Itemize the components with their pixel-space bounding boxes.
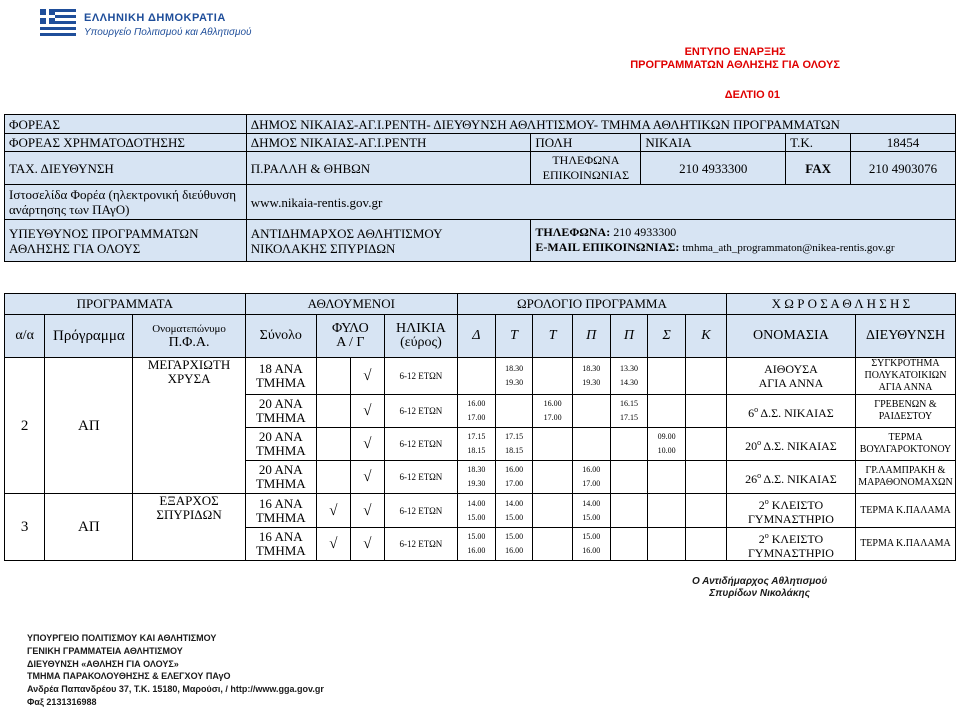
xrimatodotis-value: ΔΗΜΟΣ ΝΙΚΑΙΑΣ-ΑΓ.Ι.ΡΕΝΤΗ — [246, 134, 531, 152]
cell-male — [316, 428, 350, 461]
cell-day-time — [533, 494, 572, 528]
cell-male — [316, 461, 350, 494]
cell-day-time: 15.00 16.00 — [572, 528, 610, 561]
cell-female: √ — [350, 428, 384, 461]
cell-day-time: 16.00 17.00 — [572, 461, 610, 494]
responsible-label: ΥΠΕΥΘΥΝΟΣ ΠΡΟΓΡΑΜΜΑΤΩΝ ΑΘΛΗΣΗΣ ΓΙΑ ΟΛΟΥΣ — [5, 220, 247, 262]
cell-age: 6-12 ΕΤΩΝ — [384, 395, 457, 428]
footer-line: ΓΕΝΙΚΗ ΓΡΑΜΜΑΤΕΙΑ ΑΘΛΗΤΙΣΜΟΥ — [27, 645, 183, 656]
form-title-line2: ΠΡΟΓΡΑΜΜΑΤΩΝ ΑΘΛΗΣΗΣ ΓΙΑ ΟΛΟΥΣ — [630, 59, 840, 71]
col-day-thu: Π — [572, 315, 610, 358]
foreas-label: ΦΟΡΕΑΣ — [5, 115, 247, 134]
cell-day-time — [648, 358, 686, 395]
form-title-line1: ΕΝΤΥΠΟ ΕΝΑΡΞΗΣ — [684, 46, 786, 58]
cell-total: 20 ΑΝΑ ΤΜΗΜΑ — [245, 395, 316, 428]
venue-ordinal: ο — [764, 530, 769, 540]
fax-value: 210 4903076 — [851, 152, 956, 185]
coach-line2: ΣΠΥΡΙΔΩΝ — [156, 507, 222, 522]
venue-number: 2 — [758, 498, 765, 512]
footer-line: Ανδρέα Παπανδρέου 37, Τ.Κ. 15180, Μαρούσι, / http://www.gga.gov.gr — [27, 684, 324, 695]
col-coach-line1: Ονοματεπώνυμο — [152, 323, 226, 335]
cell-day-time — [686, 358, 727, 395]
cell-age: 6-12 ΕΤΩΝ — [384, 528, 457, 561]
venue-ordinal: ο — [757, 470, 762, 480]
cell-day-time — [686, 428, 727, 461]
cell-total: 20 ΑΝΑ ΤΜΗΜΑ — [245, 428, 316, 461]
cell-day-time: 13.30 14.30 — [610, 358, 648, 395]
cell-aa: 3 — [5, 494, 45, 561]
footer-line: ΔΙΕΥΘΥΝΣΗ «ΑΘΛΗΣΗ ΓΙΑ ΟΛΟΥΣ» — [27, 658, 179, 669]
cell-day-time — [648, 528, 686, 561]
cell-coach — [133, 494, 245, 561]
venue-ordinal: ο — [757, 437, 762, 447]
signature-line2: Σπυρίδων Νικολάκης — [709, 588, 810, 599]
cell-day-time — [610, 428, 648, 461]
cell-address: ΤΕΡΜΑ ΒΟΥΛΓΑΡΟΚΤΟΝΟΥ — [855, 428, 955, 461]
venue-number: 6 — [748, 405, 755, 420]
website-label: Ιστοσελίδα Φορέα (ηλεκτρονική διεύθυνση ανάρτησης των ΠΑγΟ) — [5, 185, 247, 220]
col-aa: α/α — [5, 315, 45, 358]
cell-day-time: 14.00 15.00 — [572, 494, 610, 528]
col-sex-line2: Α / Γ — [336, 335, 365, 350]
foreas-value: ΔΗΜΟΣ ΝΙΚΑΙΑΣ-ΑΓ.Ι.ΡΕΝΤΗ- ΔΙΕΥΘΥΝΣΗ ΑΘΛΗΤΙΣΜΟΥ- ΤΜΗΜΑ ΑΘΛΗΤΙΚΩΝ ΠΡΟΓΡΑΜΜΑΤΩΝ — [246, 115, 955, 134]
venue-number: 2 — [758, 531, 765, 546]
cell-venue — [726, 461, 855, 494]
fax-label: FAX — [786, 152, 851, 185]
cell-day-time: 16.00 17.00 — [457, 395, 495, 428]
website-value[interactable]: www.nikaia-rentis.gov.gr — [246, 185, 955, 220]
cell-venue — [726, 494, 855, 528]
cell-age: 6-12 ΕΤΩΝ — [384, 494, 457, 528]
col-day-tue: Τ — [495, 315, 533, 358]
signature-block — [692, 576, 827, 600]
cell-day-time — [533, 358, 572, 395]
cell-day-time: 18.30 19.30 — [572, 358, 610, 395]
venue-number: 26 — [745, 471, 758, 486]
col-program: Πρόγραμμα — [45, 315, 133, 358]
cell-day-time: 14.00 15.00 — [457, 494, 495, 528]
venue-ordinal: ο — [754, 404, 759, 414]
responsible-cell — [246, 220, 531, 262]
venue-line1: ΑΙΘΟΥΣΑ — [764, 362, 818, 376]
footer-line: ΥΠΟΥΡΓΕΙΟ ΠΟΛΙΤΙΣΜΟΥ ΚΑΙ ΑΘΛΗΤΙΣΜΟΥ — [27, 633, 217, 643]
cell-venue — [726, 428, 855, 461]
cell-address: ΓΡ.ΛΑΜΠΡΑΚΗ & ΜΑΡΑΘΟΝΟΜΑΧΩΝ — [855, 461, 955, 494]
venue-name: ΚΛΕΙΣΤΟ ΓΥΜΝΑΣΤΗΡΙΟ — [747, 498, 834, 526]
table-row — [5, 494, 956, 528]
venue-line2: ΑΓΙΑ ΑΝΝΑ — [758, 376, 824, 390]
email-value[interactable]: tmhma_ath_programmaton@nikea-rentis.gov.gr — [682, 242, 895, 254]
cell-day-time — [533, 461, 572, 494]
venue-name: Δ.Σ. ΝΙΚΑΙΑΣ — [761, 438, 837, 453]
table-row — [5, 358, 956, 395]
venue-name: ΚΛΕΙΣΤΟ ΓΥΜΝΑΣΤΗΡΙΟ — [747, 531, 834, 560]
cell-day-time: 17.15 18.15 — [457, 428, 495, 461]
col-coach-line2: Π.Φ.Α. — [168, 335, 210, 350]
cell-day-time: 14.00 15.00 — [495, 494, 533, 528]
col-total: Σύνολο — [245, 315, 316, 358]
resp-phone-label: ΤΗΛΕΦΩΝΑ: — [535, 225, 611, 239]
col-sex-line1: ΦΥΛΟ — [332, 321, 369, 336]
cell-coach — [133, 358, 245, 494]
group-header-athletes: ΑΘΛΟΥΜΕΝΟΙ — [245, 294, 457, 315]
venue-number: 20 — [745, 438, 758, 453]
cell-day-time — [457, 358, 495, 395]
cell-venue — [726, 528, 855, 561]
cell-total: 20 ΑΝΑ ΤΜΗΜΑ — [245, 461, 316, 494]
greek-flag-icon — [40, 9, 76, 39]
col-address: ΔΙΕΥΘΥΝΣΗ — [855, 315, 955, 358]
cell-day-time — [610, 528, 648, 561]
responsible-role: ΑΝΤΙΔΗΜΑΡΧΟΣ ΑΘΛΗΤΙΣΜΟΥ — [250, 225, 443, 241]
cell-male — [316, 395, 350, 428]
venue-name: Δ.Σ. ΝΙΚΑΙΑΣ — [761, 471, 837, 486]
poli-label: ΠΟΛΗ — [531, 134, 641, 152]
cell-day-time: 16.00 17.00 — [533, 395, 572, 428]
cell-male: √ — [316, 528, 350, 561]
group-header-programs: ΠΡΟΓΡΑΜΜΑΤΑ — [5, 294, 246, 315]
col-age-line1: ΗΛΙΚΙΑ — [396, 321, 446, 336]
cell-day-time — [648, 494, 686, 528]
deltio-label: ΔΕΛΤΙΟ 01 — [724, 89, 780, 101]
footer-line: ΤΜΗΜΑ ΠΑΡΑΚΟΛΟΥΘΗΣΗΣ & ΕΛΕΓΧΟΥ ΠΑγΟ — [27, 671, 231, 682]
cell-day-time — [610, 461, 648, 494]
cell-male — [316, 358, 350, 395]
coach-line2: ΧΡΥΣΑ — [167, 371, 211, 386]
xrimatodotis-label: ΦΟΡΕΑΣ ΧΡΗΜΑΤΟΔΟΤΗΣΗΣ — [5, 134, 247, 152]
cell-address: ΤΕΡΜΑ Κ.ΠΑΛΑΜΑ — [855, 528, 955, 561]
cell-day-time: 16.15 17.15 — [610, 395, 648, 428]
cell-day-time: 17.15 18.15 — [495, 428, 533, 461]
col-venue: ΟΝΟΜΑΣΙΑ — [726, 315, 855, 358]
program-table — [4, 293, 956, 561]
cell-aa: 2 — [5, 358, 45, 494]
form-title — [630, 46, 840, 72]
cell-female: √ — [350, 358, 384, 395]
cell-day-time: 18.30 19.30 — [495, 358, 533, 395]
cell-female: √ — [350, 494, 384, 528]
col-sex — [316, 315, 384, 358]
cell-day-time: 09.00 10.00 — [648, 428, 686, 461]
cell-day-time — [686, 528, 727, 561]
address-label: ΤΑΧ. ΔΙΕΥΘΥΝΣΗ — [5, 152, 247, 185]
cell-day-time — [572, 428, 610, 461]
col-day-sat: Σ — [648, 315, 686, 358]
signature-line1: Ο Αντιδήμαρχος Αθλητισμού — [692, 576, 828, 587]
cell-program: ΑΠ — [45, 358, 133, 494]
cell-total: 18 ΑΝΑ ΤΜΗΜΑ — [245, 358, 316, 395]
cell-day-time — [648, 461, 686, 494]
cell-venue — [726, 395, 855, 428]
cell-day-time: 15.00 16.00 — [457, 528, 495, 561]
cell-day-time — [648, 395, 686, 428]
cell-day-time — [686, 395, 727, 428]
cell-address: ΣΥΓΚΡΟΤΗΜΑ ΠΟΛΥΚΑΤΟΙΚΙΩΝ ΑΓΙΑ ΑΝΝΑ — [855, 358, 955, 395]
cell-day-time — [495, 395, 533, 428]
email-label: E-MAIL ΕΠΙΚΟΙΝΩΝΙΑΣ: — [535, 240, 680, 254]
venue-name: Δ.Σ. ΝΙΚΑΙΑΣ — [758, 405, 834, 420]
cell-program: ΑΠ — [45, 494, 133, 561]
col-age-line2: (εύρος) — [400, 335, 442, 350]
col-coach — [133, 315, 245, 358]
poli-value: ΝΙΚΑΙΑ — [641, 134, 786, 152]
col-age — [384, 315, 457, 358]
cell-day-time — [533, 528, 572, 561]
cell-day-time — [686, 494, 727, 528]
phone-value: 210 4933300 — [641, 152, 786, 185]
responsible-name: ΝΙΚΟΛΑΚΗΣ ΣΠΥΡΙΔΩΝ — [250, 240, 396, 256]
col-day-sun: Κ — [686, 315, 727, 358]
resp-phone-value: 210 4933300 — [613, 225, 677, 239]
coach-line1: ΕΞΑΡΧΟΣ — [159, 493, 219, 508]
col-day-fri: Π — [610, 315, 648, 358]
phones-label: ΤΗΛΕΦΩΝΑ ΕΠΙΚΟΙΝΩΝΙΑΣ — [531, 152, 641, 185]
ministry-logo — [40, 9, 330, 43]
logo-line2: Υπουργείο Πολιτισμού και Αθλητισμού — [84, 27, 252, 38]
venue-ordinal: ο — [764, 497, 769, 506]
cell-day-time — [533, 428, 572, 461]
col-day-wed: Τ — [533, 315, 572, 358]
group-header-venue: Χ Ω Ρ Ο Σ Α Θ Λ Η Σ Η Σ — [726, 294, 955, 315]
footer-line: Φαξ 2131316988 — [27, 696, 97, 707]
logo-line1: ΕΛΛΗΝΙΚΗ ΔΗΜΟΚΡΑΤΙΑ — [84, 12, 226, 24]
cell-age: 6-12 ΕΤΩΝ — [384, 428, 457, 461]
cell-male: √ — [316, 494, 350, 528]
cell-total: 16 ΑΝΑ ΤΜΗΜΑ — [245, 528, 316, 561]
group-header-schedule: ΩΡΟΛΟΓΙΟ ΠΡΟΓΡΑΜΜΑ — [457, 294, 726, 315]
col-day-mon: Δ — [457, 315, 495, 358]
contact-cell — [531, 220, 956, 262]
tk-value: 18454 — [851, 134, 956, 152]
cell-day-time — [686, 461, 727, 494]
cell-day-time — [610, 494, 648, 528]
cell-day-time: 16.00 17.00 — [495, 461, 533, 494]
cell-age: 6-12 ΕΤΩΝ — [384, 358, 457, 395]
cell-day-time: 18.30 19.30 — [457, 461, 495, 494]
cell-female: √ — [350, 395, 384, 428]
cell-female: √ — [350, 461, 384, 494]
cell-address: ΤΕΡΜΑ Κ.ΠΑΛΑΜΑ — [855, 494, 955, 528]
cell-day-time — [572, 395, 610, 428]
cell-total: 16 ΑΝΑ ΤΜΗΜΑ — [245, 494, 316, 528]
coach-line1: ΜΕΓΑΡΧΙΩΤΗ — [147, 357, 231, 372]
tk-label: Τ.Κ. — [786, 134, 851, 152]
footer-block — [27, 632, 324, 709]
organization-info-table — [4, 114, 956, 262]
cell-age: 6-12 ΕΤΩΝ — [384, 461, 457, 494]
cell-female: √ — [350, 528, 384, 561]
cell-day-time: 15.00 16.00 — [495, 528, 533, 561]
cell-address: ΓΡΕΒΕΝΩΝ & ΡΑΙΔΕΣΤΟΥ — [855, 395, 955, 428]
address-value: Π.ΡΑΛΛΗ & ΘΗΒΩΝ — [246, 152, 531, 185]
cell-venue — [726, 358, 855, 395]
